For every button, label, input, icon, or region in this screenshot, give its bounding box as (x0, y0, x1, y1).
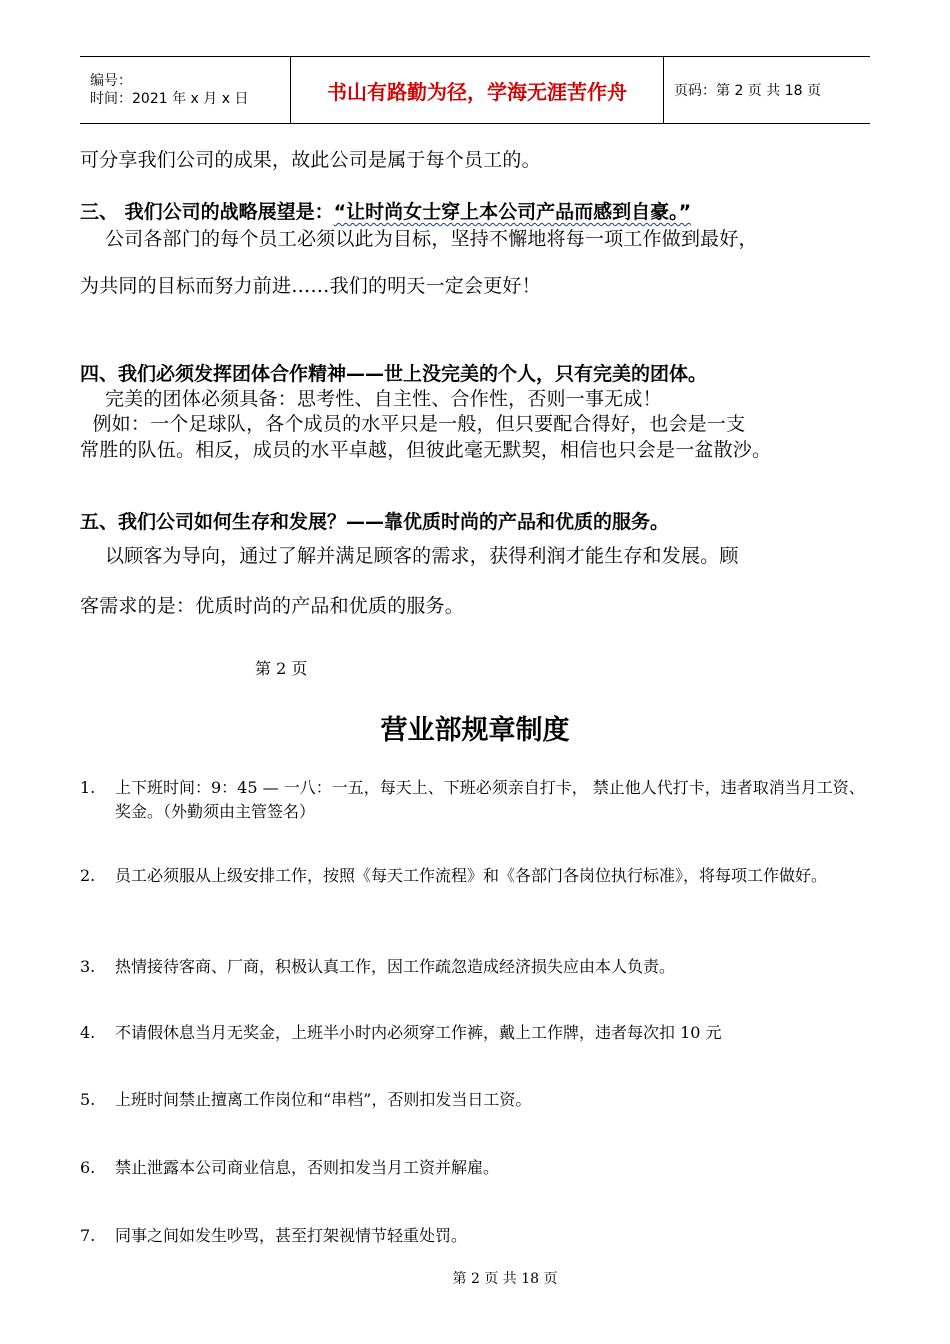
doc-number-label: 编号： (90, 73, 132, 89)
section5-heading: 五、我们公司如何生存和发展？——靠优质时尚的产品和优质的服务。 (80, 511, 670, 533)
section4-heading: 四、我们必须发挥团体合作精神——世上没完美的个人，只有完美的团体。 (80, 363, 708, 385)
rule-text: 同事之间如发生吵骂，甚至打架视情节轻重处罚。 (115, 1226, 468, 1245)
document-header (80, 56, 870, 124)
rule-item (80, 1021, 875, 1045)
header-motto: 书山有路勤为径，学海无涯苦作舟 (291, 57, 664, 124)
rules-title: 营业部规章制度 (380, 715, 570, 746)
rule-text: 热情接待客商、厂商，积极认真工作，因工作疏忽造成经济损失应由本人负责。 (115, 957, 676, 976)
rule-item (80, 864, 875, 888)
section3-paragraph-2: 为共同的目标而努力前进……我们的明天一定会更好！ (80, 275, 541, 297)
section4-paragraph-1: 完美的团体必须具备：思考性、自主性、合作性，否则一事无成！ (80, 388, 662, 410)
section3-prefix: 三、 我们公司的战略展望是： (80, 201, 334, 223)
rule-item (80, 1088, 875, 1112)
rule-number: 1. (80, 778, 96, 797)
rule-number: 4. (80, 1023, 96, 1042)
rule-item (80, 955, 875, 979)
section4-paragraph-2: 例如：一个足球队，各个成员的水平只是一般，但只要配合得好，也会是一支 (80, 413, 746, 435)
intro-line: 可分享我们公司的成果，故此公司是属于每个员工的。 (80, 149, 541, 171)
rule-number: 6. (80, 1158, 96, 1177)
rule-text: 禁止泄露本公司商业信息，否则扣发当月工资并解雇。 (115, 1158, 500, 1177)
rule-item (80, 776, 875, 824)
rule-number: 7. (80, 1226, 96, 1245)
rule-number: 2. (80, 866, 96, 885)
section3-quote: “让时尚女士穿上本公司产品而感到自豪。” (333, 201, 692, 223)
rule-number: 5. (80, 1090, 96, 1109)
inline-page-marker: 第 2 页 (255, 659, 308, 678)
section3-heading (80, 198, 875, 226)
header-meta (80, 57, 291, 124)
section5-paragraph-1: 以顾客为导向，通过了解并满足顾客的需求，获得利润才能生存和发展。顾 (80, 545, 739, 567)
rule-text: 上下班时间：9：45 — 一八：一五，每天上、下班必须亲自打卡， 禁止他人代打卡，违者取消当月工资、奖金。（外勤须由主管签名） (115, 778, 865, 821)
doc-date: 时间：2021 年 x 月 x 日 (90, 91, 249, 107)
page-footer: 第 2 页 共 18 页 (452, 1271, 558, 1287)
rule-item (80, 1156, 875, 1180)
rule-item (80, 1224, 875, 1248)
rule-text: 不请假休息当月无奖金，上班半小时内必须穿工作裤，戴上工作牌，违者每次扣 10 元 (115, 1023, 722, 1042)
section3-paragraph-1: 公司各部门的每个员工必须以此为目标，坚持不懈地将每一项工作做到最好， (80, 228, 758, 250)
rule-text: 员工必须服从上级安排工作，按照《每天工作流程》和《各部门各岗位执行标准》，将每项工作做好。 (115, 866, 828, 885)
rule-number: 3. (80, 957, 96, 976)
section4-paragraph-3: 常胜的队伍。相反，成员的水平卓越，但彼此毫无默契，相信也只会是一盆散沙。 (80, 439, 772, 461)
section5-paragraph-2: 客需求的是：优质时尚的产品和优质的服务。 (80, 595, 465, 617)
rule-text: 上班时间禁止擅离工作岗位和“串档”，否则扣发当日工资。 (115, 1090, 532, 1109)
header-page-info: 页码：第 2 页 共 18 页 (664, 57, 871, 124)
